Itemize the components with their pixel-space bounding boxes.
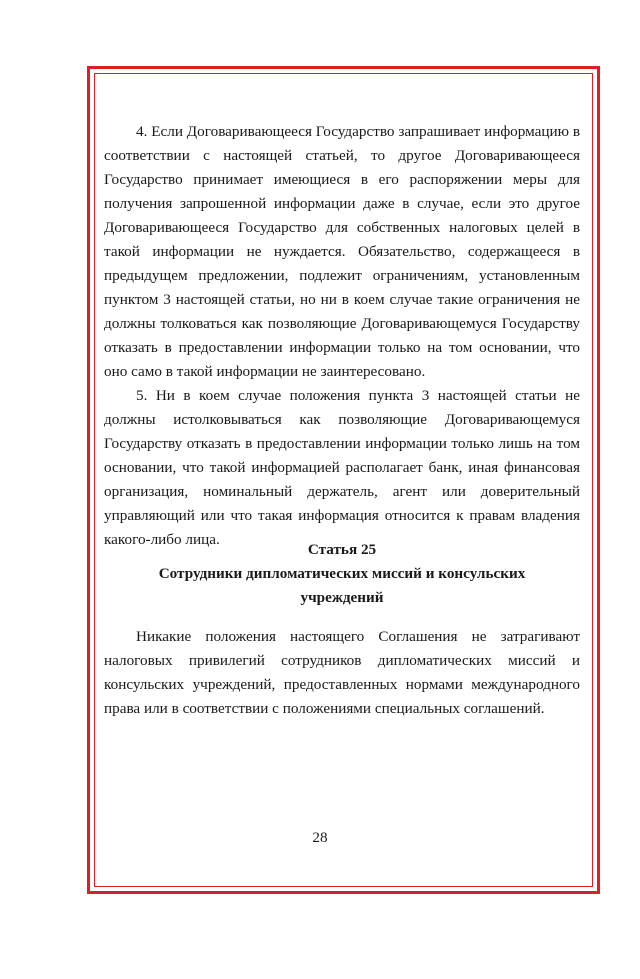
article-title: Сотрудники дипломатических миссий и консульских учреждений [158, 565, 526, 606]
paragraph-5: 5. Ни в коем случае положения пункта 3 настоящей статьи не должны истолковываться как позволяющие Договаривающемуся Государству отказать в предоставлении информации только лишь на том основании, что такой информацией располагает банк, иная финансовая организация, номинальный держатель, агент или доверительный управляющий или что такая информация относится к правам владения какого-либо лица. [104, 387, 580, 548]
page-number: 28 [312, 829, 328, 846]
paragraph-4: 4. Если Договаривающееся Государство запрашивает информацию в соответствии с настоящей статьей, то другое Договаривающееся Государство принимает имеющиеся в его распоряжении меры для получения запрошенной информации даже в случае, если это другое Договаривающееся Государство для собственных налоговых целей в такой информации не нуждается. Обязательство, содержащееся в предыдущем предложении, подлежит ограничениям, установленным пунктом 3 настоящей статьи, но ни в коем случае такие ограничения не должны толковаться как позволяющие Договаривающемуся Государству отказать в предоставлении информации только на том основании, что оно само в такой информации не заинтересовано. [104, 123, 580, 380]
article-number: Статья 25 [307, 541, 377, 558]
article-heading [104, 538, 580, 610]
article-body [104, 625, 580, 721]
document-body [104, 120, 580, 552]
article-paragraph: Никакие положения настоящего Соглашения не затрагивают налоговых привилегий сотрудников дипломатических миссий и консульских учреждений, предоставленных нормами международного права или в соответствии с положениями специальных соглашений. [104, 628, 580, 717]
